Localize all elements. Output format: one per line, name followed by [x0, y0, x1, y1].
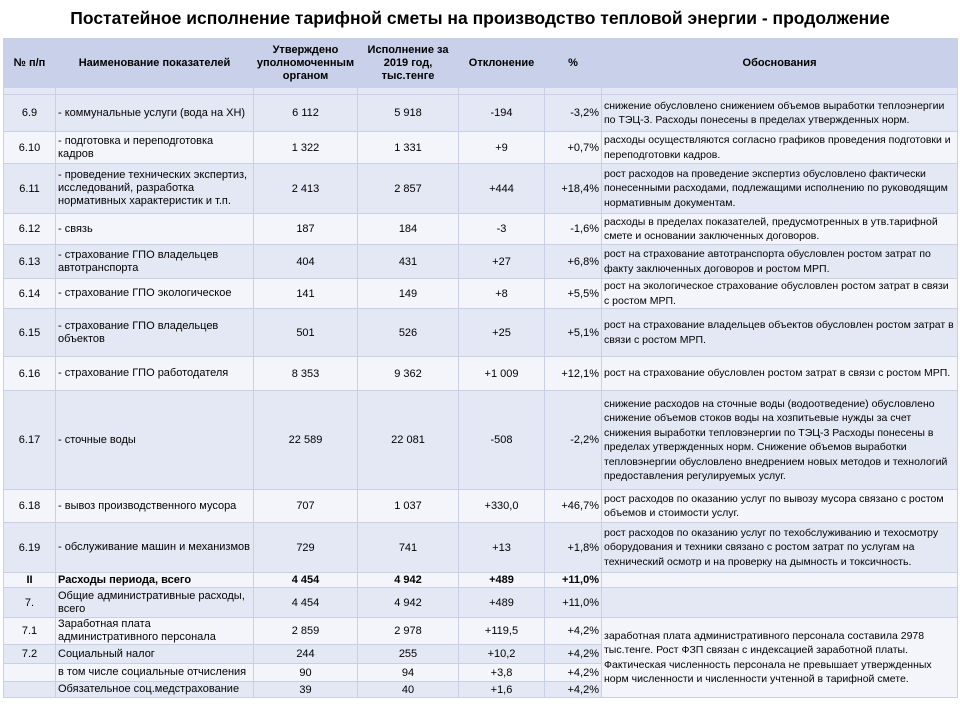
- row-percent: +5,5%: [545, 279, 602, 309]
- row-basis: расходы осуществляются согласно графиков проведения подготовки и переподготовки кадров.: [602, 132, 958, 164]
- row-deviation: +1 009: [459, 357, 545, 391]
- row-name: - коммунальные услуги (вода на ХН): [56, 95, 254, 132]
- row-name: Заработная плата административного персонала: [56, 618, 254, 645]
- row-approved: 2 413: [254, 164, 358, 214]
- row-actual: 1 331: [358, 132, 459, 164]
- table-row: [4, 309, 958, 357]
- row-percent: +4,2%: [545, 664, 602, 682]
- row-actual: 2 978: [358, 618, 459, 645]
- row-approved: 501: [254, 309, 358, 357]
- row-num: [4, 682, 56, 698]
- row-approved: 244: [254, 645, 358, 664]
- header-name: Наименование показателей: [56, 39, 254, 88]
- row-approved: 6 112: [254, 95, 358, 132]
- row-actual: 255: [358, 645, 459, 664]
- row-name: Социальный налог: [56, 645, 254, 664]
- row-num: 6.17: [4, 391, 56, 490]
- row-deviation: +489: [459, 573, 545, 588]
- row-approved: 187: [254, 214, 358, 245]
- row-name: - страхование ГПО работодателя: [56, 357, 254, 391]
- row-name: Общие административные расходы, всего: [56, 588, 254, 618]
- row-num: II: [4, 573, 56, 588]
- row-deviation: -508: [459, 391, 545, 490]
- row-name: - проведение технических экспертиз, исследований, разработка нормативных характеристик и т.п.: [56, 164, 254, 214]
- row-deviation: +3,8: [459, 664, 545, 682]
- row-num: 7.: [4, 588, 56, 618]
- row-actual: 5 918: [358, 95, 459, 132]
- row-num: 6.15: [4, 309, 56, 357]
- row-num: 6.12: [4, 214, 56, 245]
- table-row: [4, 279, 958, 309]
- table-row: [4, 573, 958, 588]
- row-basis: рост на страхование владельцев объектов обусловлен ростом затрат в связи с ростом МРП.: [602, 309, 958, 357]
- row-deviation: +25: [459, 309, 545, 357]
- row-deviation: +8: [459, 279, 545, 309]
- row-percent: +4,2%: [545, 618, 602, 645]
- header-basis: Обоснования: [602, 39, 958, 88]
- row-num: [4, 664, 56, 682]
- header-num: № п/п: [4, 39, 56, 88]
- row-approved: 4 454: [254, 588, 358, 618]
- row-deviation: +9: [459, 132, 545, 164]
- row-basis: [602, 588, 958, 618]
- row-actual: 1 037: [358, 490, 459, 523]
- row-num: 6.13: [4, 245, 56, 279]
- row-percent: +11,0%: [545, 588, 602, 618]
- row-approved: 39: [254, 682, 358, 698]
- row-deviation: +27: [459, 245, 545, 279]
- row-basis: рост расходов по оказанию услуг по техобслуживанию и техосмотру оборудования и техники связано с ростом затрат по услугам на технический осмотр и на проверку на дымность и токсичность.: [602, 523, 958, 573]
- row-basis: рост расходов по оказанию услуг по вывозу мусора связано с ростом объемов и стоимости услуг.: [602, 490, 958, 523]
- spacer-row: [4, 88, 958, 95]
- row-approved: 1 322: [254, 132, 358, 164]
- row-num: 6.14: [4, 279, 56, 309]
- table-row: [4, 357, 958, 391]
- row-name: - страхование ГПО владельцев объектов: [56, 309, 254, 357]
- row-name: - страхование ГПО владельцев автотранспорта: [56, 245, 254, 279]
- header-actual: Исполнение за 2019 год, тыс.тенге: [358, 39, 459, 88]
- row-approved: 4 454: [254, 573, 358, 588]
- row-actual: 40: [358, 682, 459, 698]
- row-actual: 4 942: [358, 588, 459, 618]
- row-basis: рост на страхование обусловлен ростом затрат в связи с ростом МРП.: [602, 357, 958, 391]
- row-approved: 90: [254, 664, 358, 682]
- row-actual: 526: [358, 309, 459, 357]
- row-num: 7.2: [4, 645, 56, 664]
- row-num: 6.16: [4, 357, 56, 391]
- row-actual: 4 942: [358, 573, 459, 588]
- table-row: [4, 132, 958, 164]
- row-percent: +18,4%: [545, 164, 602, 214]
- row-percent: -1,6%: [545, 214, 602, 245]
- row-name: - вывоз производственного мусора: [56, 490, 254, 523]
- row-percent: +6,8%: [545, 245, 602, 279]
- row-actual: 184: [358, 214, 459, 245]
- row-name: - сточные воды: [56, 391, 254, 490]
- row-deviation: +13: [459, 523, 545, 573]
- table-row: [4, 588, 958, 618]
- row-basis: рост на экологическое страхование обусловлен ростом затрат в связи с ростом МРП.: [602, 279, 958, 309]
- row-num: 6.10: [4, 132, 56, 164]
- row-num: 7.1: [4, 618, 56, 645]
- row-percent: +5,1%: [545, 309, 602, 357]
- row-name: Расходы периода, всего: [56, 573, 254, 588]
- row-deviation: +444: [459, 164, 545, 214]
- header-row: [4, 39, 958, 88]
- row-basis: рост на страхование автотранспорта обусловлен ростом затрат по факту заключенных договоров и ростом МРП.: [602, 245, 958, 279]
- row-basis: снижение расходов на сточные воды (водоотведение) обусловлено снижение объемов стоков воды на хозпитьевые нужды за счет снижения выработки тепловэнергии по ТЭЦ-3 Расходы понесены в пределах утвержденных норм. Снижение объемов выработки тепловэнергии обусловлено внедрением новых методов и технологий предоставления регулируемых услуг.: [602, 391, 958, 490]
- row-deviation: +119,5: [459, 618, 545, 645]
- row-approved: 22 589: [254, 391, 358, 490]
- row-percent: +12,1%: [545, 357, 602, 391]
- row-actual: 9 362: [358, 357, 459, 391]
- merged-basis: заработная плата административного персонала составила 2978 тыс.тенге. Рост ФЗП связан с индексацией заработной платы. Фактическая численность персонала не превышает утвержденных норм численности и численности учтенной в тарифной смете.: [602, 618, 958, 698]
- table-row: [4, 618, 958, 645]
- table-row: [4, 95, 958, 132]
- row-percent: +1,8%: [545, 523, 602, 573]
- row-basis: [602, 573, 958, 588]
- table-row: [4, 523, 958, 573]
- row-percent: +4,2%: [545, 645, 602, 664]
- row-num: 6.9: [4, 95, 56, 132]
- table-row: [4, 391, 958, 490]
- row-num: 6.11: [4, 164, 56, 214]
- row-approved: 8 353: [254, 357, 358, 391]
- row-basis: рост расходов на проведение экспертиз обусловлено фактически понесенными расходами, подлежащими исполнению по руководящим нормативным документам.: [602, 164, 958, 214]
- table-row: [4, 490, 958, 523]
- row-deviation: +489: [459, 588, 545, 618]
- row-approved: 729: [254, 523, 358, 573]
- row-name: - страхование ГПО экологическое: [56, 279, 254, 309]
- row-name: - связь: [56, 214, 254, 245]
- row-name: - подготовка и переподготовка кадров: [56, 132, 254, 164]
- row-percent: +11,0%: [545, 573, 602, 588]
- page-title: Постатейное исполнение тарифной сметы на производство тепловой энергии - продолжение: [70, 8, 890, 28]
- row-actual: 741: [358, 523, 459, 573]
- row-approved: 141: [254, 279, 358, 309]
- row-num: 6.19: [4, 523, 56, 573]
- row-approved: 707: [254, 490, 358, 523]
- row-name: Обязательное соц.медстрахование: [56, 682, 254, 698]
- row-basis: расходы в пределах показателей, предусмотренных в утв.тарифной смете и основании заключенных договоров.: [602, 214, 958, 245]
- row-percent: +4,2%: [545, 682, 602, 698]
- header-deviation: Отклонение: [459, 39, 545, 88]
- row-percent: +0,7%: [545, 132, 602, 164]
- row-deviation: +330,0: [459, 490, 545, 523]
- row-percent: -3,2%: [545, 95, 602, 132]
- header-approved: Утверждено уполномоченным органом: [254, 39, 358, 88]
- row-num: 6.18: [4, 490, 56, 523]
- row-approved: 2 859: [254, 618, 358, 645]
- table-row: [4, 164, 958, 214]
- tariff-estimate-table: [3, 38, 958, 698]
- header-percent: %: [545, 39, 602, 88]
- row-actual: 149: [358, 279, 459, 309]
- row-actual: 431: [358, 245, 459, 279]
- row-name: в том числе социальные отчисления: [56, 664, 254, 682]
- row-approved: 404: [254, 245, 358, 279]
- row-percent: +46,7%: [545, 490, 602, 523]
- row-deviation: -194: [459, 95, 545, 132]
- row-deviation: +10,2: [459, 645, 545, 664]
- row-percent: -2,2%: [545, 391, 602, 490]
- table-row: [4, 214, 958, 245]
- row-name: - обслуживание машин и механизмов: [56, 523, 254, 573]
- table-row: [4, 245, 958, 279]
- row-actual: 2 857: [358, 164, 459, 214]
- row-actual: 94: [358, 664, 459, 682]
- row-actual: 22 081: [358, 391, 459, 490]
- row-deviation: +1,6: [459, 682, 545, 698]
- row-basis: снижение обусловлено снижением объемов выработки теплоэнергии по ТЭЦ-3. Расходы понесены в пределах утвержденных норм.: [602, 95, 958, 132]
- row-deviation: -3: [459, 214, 545, 245]
